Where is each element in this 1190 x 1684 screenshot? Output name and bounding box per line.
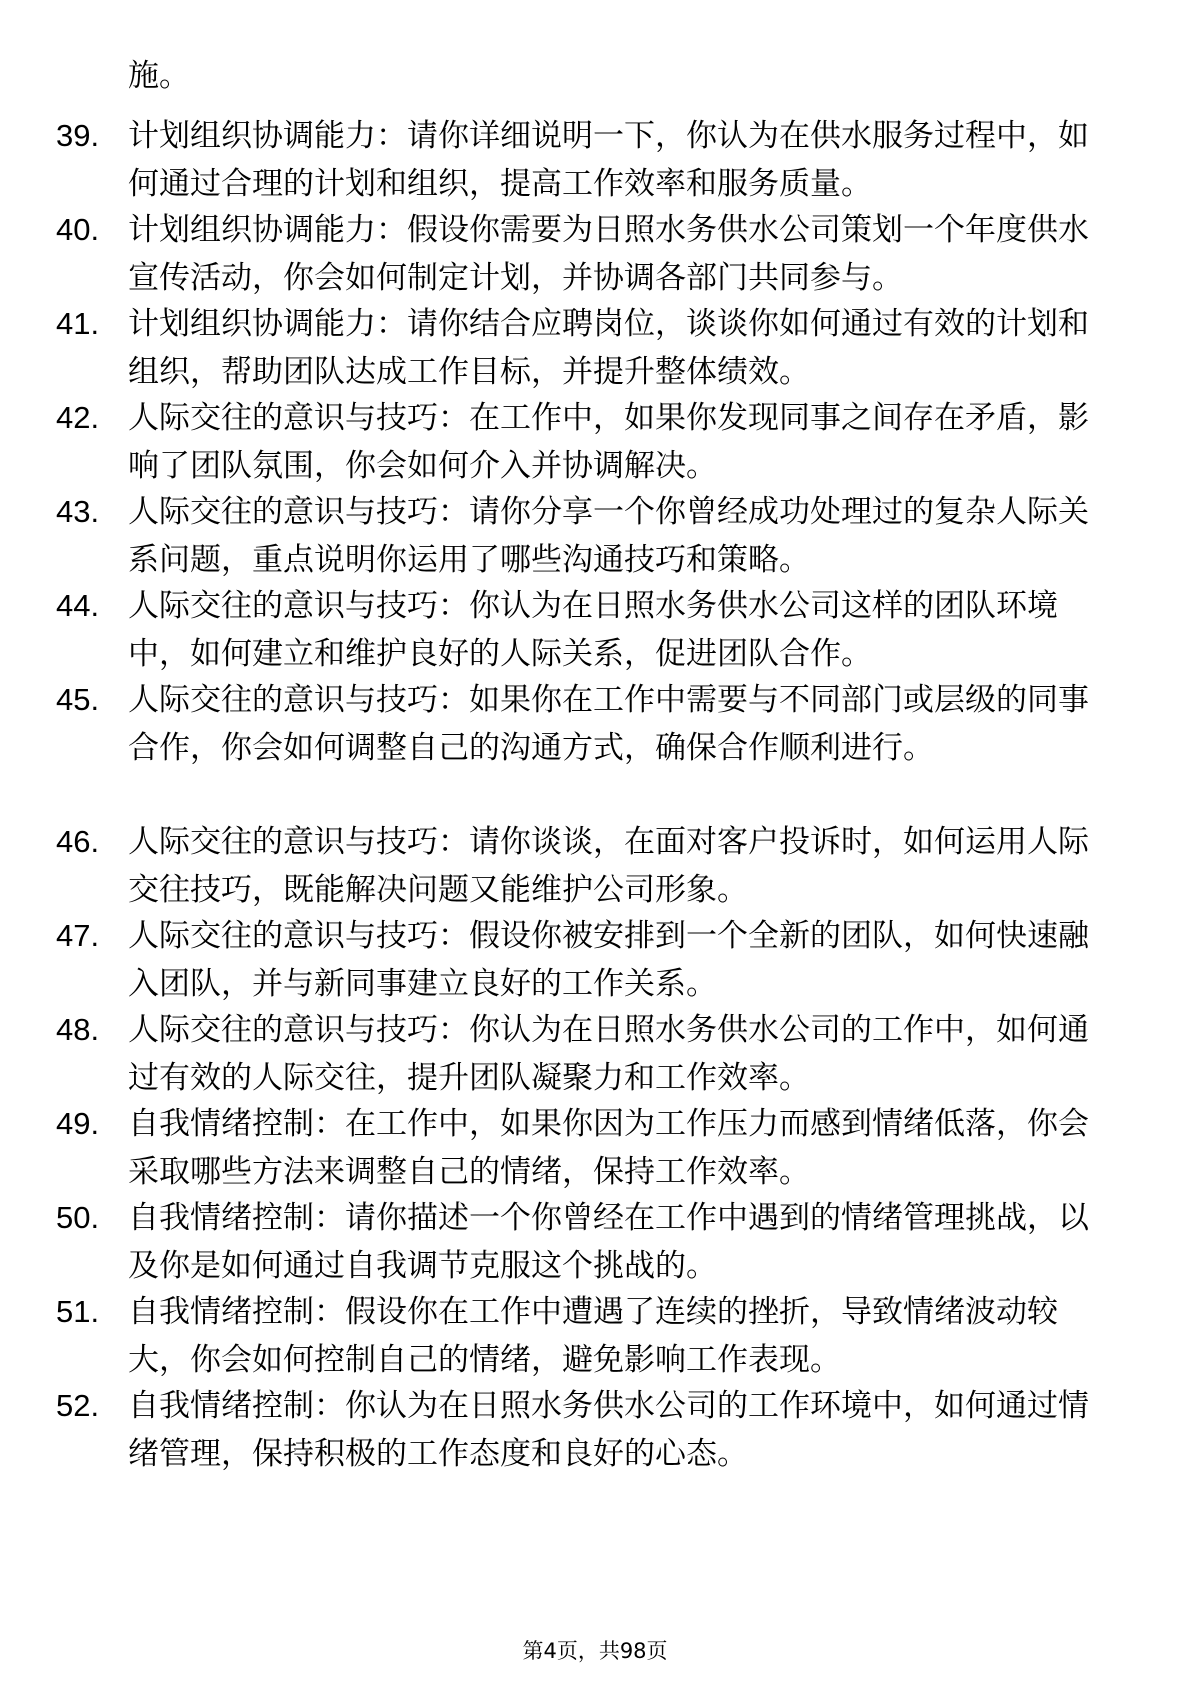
question-text: 计划组织协调能力：请你详细说明一下，你认为在供水服务过程中，如何通过合理的计划和组织，提高工作效率和服务质量。 xyxy=(128,118,1089,202)
question-number: 47. xyxy=(56,918,100,953)
question-text: 人际交往的意识与技巧：你认为在日照水务供水公司的工作中，如何通过有效的人际交往，提升团队凝聚力和工作效率。 xyxy=(128,1012,1089,1096)
question-text: 人际交往的意识与技巧：请你分享一个你曾经成功处理过的复杂人际关系问题，重点说明你运用了哪些沟通技巧和策略。 xyxy=(128,494,1089,578)
question-text: 自我情绪控制：请你描述一个你曾经在工作中遇到的情绪管理挑战，以及你是如何通过自我调节克服这个挑战的。 xyxy=(128,1200,1089,1284)
question-number: 42. xyxy=(56,400,100,435)
question-text: 人际交往的意识与技巧：请你谈谈，在面对客户投诉时，如何运用人际交往技巧，既能解决问题又能维护公司形象。 xyxy=(128,824,1089,908)
question-text: 计划组织协调能力：请你结合应聘岗位，谈谈你如何通过有效的计划和组织，帮助团队达成工作目标，并提升整体绩效。 xyxy=(128,306,1089,390)
question-number: 39. xyxy=(56,118,100,153)
question-number: 51. xyxy=(56,1294,100,1329)
question-number: 48. xyxy=(56,1012,100,1047)
continuation-text: 施。 xyxy=(128,58,190,94)
question-text: 人际交往的意识与技巧：在工作中，如果你发现同事之间存在矛盾，影响了团队氛围，你会如何介入并协调解决。 xyxy=(128,400,1089,484)
question-number: 45. xyxy=(56,682,100,717)
question-number: 46. xyxy=(56,824,100,859)
question-text: 人际交往的意识与技巧：假设你被安排到一个全新的团队，如何快速融入团队，并与新同事建立良好的工作关系。 xyxy=(128,918,1089,1002)
question-number: 52. xyxy=(56,1388,100,1423)
page-number-footer: 第4页，共98页 xyxy=(522,1639,668,1663)
question-number: 49. xyxy=(56,1106,100,1141)
question-number: 50. xyxy=(56,1200,100,1235)
question-text: 自我情绪控制：在工作中，如果你因为工作压力而感到情绪低落，你会采取哪些方法来调整自己的情绪，保持工作效率。 xyxy=(128,1106,1089,1190)
question-text: 自我情绪控制：你认为在日照水务供水公司的工作环境中，如何通过情绪管理，保持积极的工作态度和良好的心态。 xyxy=(128,1388,1089,1472)
question-number: 44. xyxy=(56,588,100,623)
question-text: 人际交往的意识与技巧：如果你在工作中需要与不同部门或层级的同事合作，你会如何调整自己的沟通方式，确保合作顺利进行。 xyxy=(128,682,1089,766)
question-text: 自我情绪控制：假设你在工作中遭遇了连续的挫折，导致情绪波动较大，你会如何控制自己的情绪，避免影响工作表现。 xyxy=(128,1294,1058,1378)
question-number: 41. xyxy=(56,306,100,341)
question-text: 计划组织协调能力：假设你需要为日照水务供水公司策划一个年度供水宣传活动，你会如何制定计划，并协调各部门共同参与。 xyxy=(128,212,1089,296)
question-text: 人际交往的意识与技巧：你认为在日照水务供水公司这样的团队环境中，如何建立和维护良好的人际关系，促进团队合作。 xyxy=(128,588,1058,672)
question-number: 40. xyxy=(56,212,100,247)
question-number: 43. xyxy=(56,494,100,529)
